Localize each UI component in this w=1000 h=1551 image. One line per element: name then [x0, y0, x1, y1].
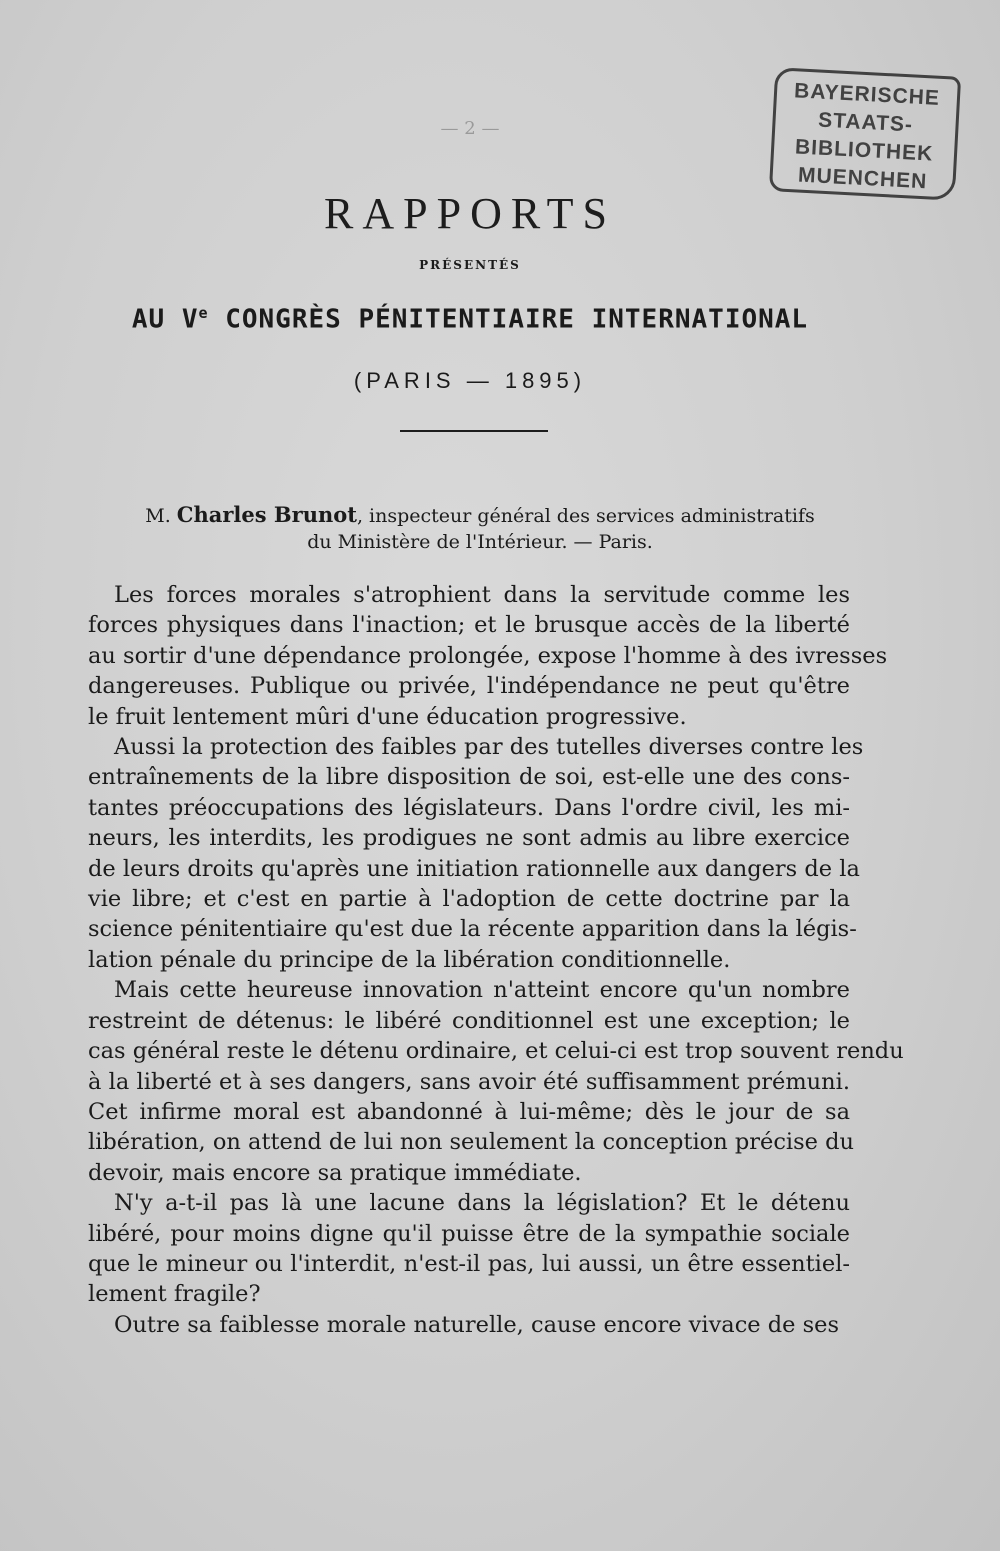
author-block: [100, 502, 860, 555]
congress-prefix: AU V: [131, 304, 199, 335]
text-line: entraînements de la libre disposition de soi, est-elle une des cons-: [88, 764, 850, 791]
text-line: lement fragile?: [88, 1281, 261, 1308]
paragraph: [88, 1310, 850, 1340]
paragraph: [88, 580, 888, 732]
text-line: dangereuses. Publique ou privée, l'indépendance ne peut qu'être: [88, 673, 850, 700]
page-number: — 2 —: [440, 118, 500, 139]
paragraph: [88, 732, 864, 975]
text-line: libéré, pour moins digne qu'il puisse être de la sympathie sociale: [88, 1220, 850, 1247]
paragraph: [88, 975, 904, 1188]
congress-name: CONGRÈS PÉNITENTIAIRE INTERNATIONAL: [208, 304, 809, 335]
text-line: à la liberté et à ses dangers, sans avoir été suffisamment prémuni.: [88, 1068, 850, 1095]
text-line: le fruit lentement mûri d'une éducation progressive.: [88, 703, 687, 730]
text-line: cas général reste le détenu ordinaire, et celui-ci est trop souvent rendu: [88, 1038, 904, 1065]
text-line: forces physiques dans l'inaction; et le brusque accès de la liberté: [88, 612, 850, 639]
body-text: [88, 580, 904, 1340]
stamp-line: BAYERISCHE: [793, 79, 941, 110]
text-line: Les forces morales s'atrophient dans la servitude comme les: [114, 582, 850, 608]
text-line: vie libre; et c'est en partie à l'adoption de cette doctrine par la: [88, 886, 850, 913]
text-line: lation pénale du principe de la libération conditionnelle.: [88, 946, 731, 973]
text-line: Outre sa faiblesse morale naturelle, cause encore vivace de ses: [114, 1311, 840, 1338]
text-line: devoir, mais encore sa pratique immédiate.: [88, 1159, 582, 1186]
section-divider: [400, 430, 548, 432]
text-line: Aussi la protection des faibles par des tutelles diverses contre les: [114, 734, 864, 761]
document-title: RAPPORTS: [324, 189, 616, 238]
author-role: , inspecteur général des services administratifs: [356, 505, 815, 527]
text-line: que le mineur ou l'interdit, n'est-il pas, lui aussi, un être essentiel-: [88, 1250, 850, 1277]
text-line: restreint de détenus: le libéré conditionnel est une exception; le: [88, 1007, 850, 1034]
text-line: science pénitentiaire qu'est due la récente apparition dans la légis-: [88, 916, 857, 943]
stamp-line: STAATS-: [817, 108, 914, 137]
text-line: Cet infirme moral est abandonné à lui-même; dès le jour de sa: [88, 1098, 850, 1125]
author-affiliation: du Ministère de l'Intérieur. — Paris.: [307, 531, 653, 553]
text-line: au sortir d'une dépendance prolongée, expose l'homme à des ivresses: [88, 642, 888, 669]
library-stamp: [769, 67, 961, 201]
text-line: neurs, les interdits, les prodigues ne sont admis au libre exercice: [88, 825, 850, 852]
text-line: Mais cette heureuse innovation n'atteint encore qu'un nombre: [114, 977, 850, 1004]
author-name: Charles Brunot: [176, 502, 357, 527]
paragraph: [88, 1188, 850, 1310]
congress-place-date: (PARIS — 1895): [353, 368, 587, 393]
text-line: tantes préoccupations des législateurs. Dans l'ordre civil, les mi-: [88, 794, 850, 821]
congress-ordinal-suffix: e: [198, 304, 209, 322]
stamp-line: MUENCHEN: [797, 163, 928, 194]
text-line: de leurs droits qu'après une initiation rationnelle aux dangers de la: [88, 855, 860, 882]
document-subtitle: PRÉSENTÉS: [419, 258, 521, 272]
author-prefix: M.: [145, 505, 171, 527]
congress-heading: [100, 304, 840, 335]
stamp-line: BIBLIOTHEK: [794, 135, 934, 166]
text-line: libération, on attend de lui non seulement la conception précise du: [88, 1129, 855, 1156]
text-line: N'y a-t-il pas là une lacune dans la législation? Et le détenu: [114, 1190, 850, 1217]
